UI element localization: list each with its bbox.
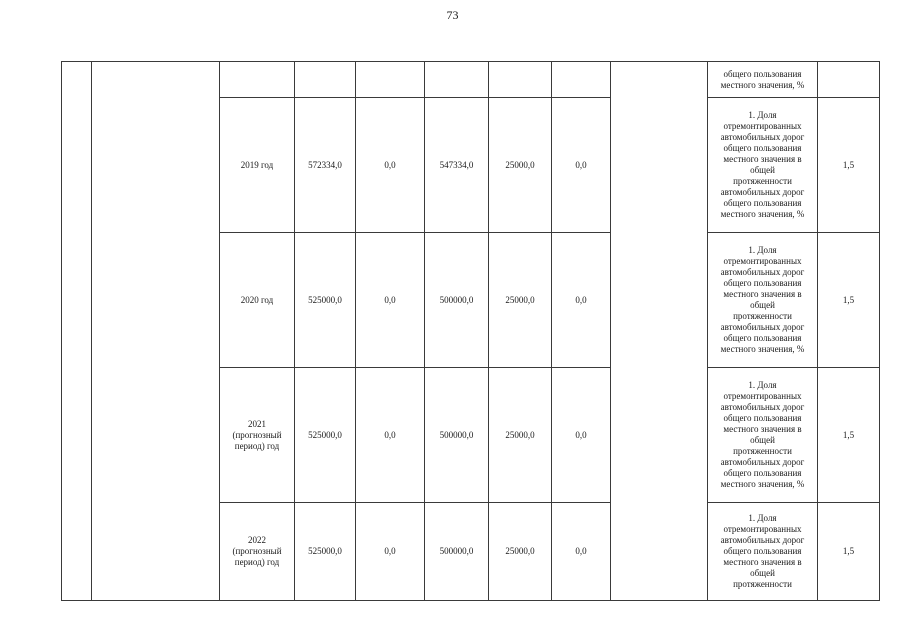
regional-cell: 500000,0 xyxy=(425,368,489,503)
year-cell: 2021 (прогнозный период) год xyxy=(220,368,295,503)
federal-cell: 0,0 xyxy=(356,503,425,601)
indicator-value-cell: 1,5 xyxy=(818,368,880,503)
indicator-cell: общего пользования местного значения, % xyxy=(708,62,818,98)
local-cell: 25000,0 xyxy=(489,98,552,233)
other-cell: 0,0 xyxy=(552,503,611,601)
regional-cell: 547334,0 xyxy=(425,98,489,233)
other-cell: 0,0 xyxy=(552,98,611,233)
indicator-value-cell: 1,5 xyxy=(818,233,880,368)
total-cell: 525000,0 xyxy=(295,233,356,368)
local-cell: 25000,0 xyxy=(489,503,552,601)
total-cell: 572334,0 xyxy=(295,98,356,233)
regional-cell: 500000,0 xyxy=(425,503,489,601)
regional-cell xyxy=(425,62,489,98)
indicator-value-cell xyxy=(818,62,880,98)
regional-cell: 500000,0 xyxy=(425,233,489,368)
executor-cell xyxy=(611,62,708,601)
other-cell xyxy=(552,62,611,98)
local-cell: 25000,0 xyxy=(489,233,552,368)
table-row xyxy=(62,62,880,98)
federal-cell: 0,0 xyxy=(356,368,425,503)
page-number: 73 xyxy=(446,8,459,22)
other-cell: 0,0 xyxy=(552,368,611,503)
activity-name-cell xyxy=(92,62,220,601)
indicator-cell: 1. Доля отремонтированных автомобильных дорог общего пользования местного значения в общей протяженности автомобильных дорог общего пользования местного значения, % xyxy=(708,233,818,368)
indicator-cell: 1. Доля отремонтированных автомобильных дорог общего пользования местного значения в общей протяженности xyxy=(708,503,818,601)
year-cell xyxy=(220,62,295,98)
indicator-value-cell: 1,5 xyxy=(818,503,880,601)
federal-cell: 0,0 xyxy=(356,98,425,233)
year-cell: 2019 год xyxy=(220,98,295,233)
number-cell xyxy=(62,62,92,601)
indicator-cell: 1. Доля отремонтированных автомобильных дорог общего пользования местного значения в общей протяженности автомобильных дорог общего пользования местного значения, % xyxy=(708,368,818,503)
year-cell: 2020 год xyxy=(220,233,295,368)
budget-table xyxy=(61,61,880,601)
local-cell: 25000,0 xyxy=(489,368,552,503)
total-cell: 525000,0 xyxy=(295,368,356,503)
other-cell: 0,0 xyxy=(552,233,611,368)
total-cell: 525000,0 xyxy=(295,503,356,601)
year-cell: 2022 (прогнозный период) год xyxy=(220,503,295,601)
indicator-cell: 1. Доля отремонтированных автомобильных дорог общего пользования местного значения в общей протяженности автомобильных дорог общего пользования местного значения, % xyxy=(708,98,818,233)
indicator-value-cell: 1,5 xyxy=(818,98,880,233)
total-cell xyxy=(295,62,356,98)
federal-cell xyxy=(356,62,425,98)
local-cell xyxy=(489,62,552,98)
federal-cell: 0,0 xyxy=(356,233,425,368)
